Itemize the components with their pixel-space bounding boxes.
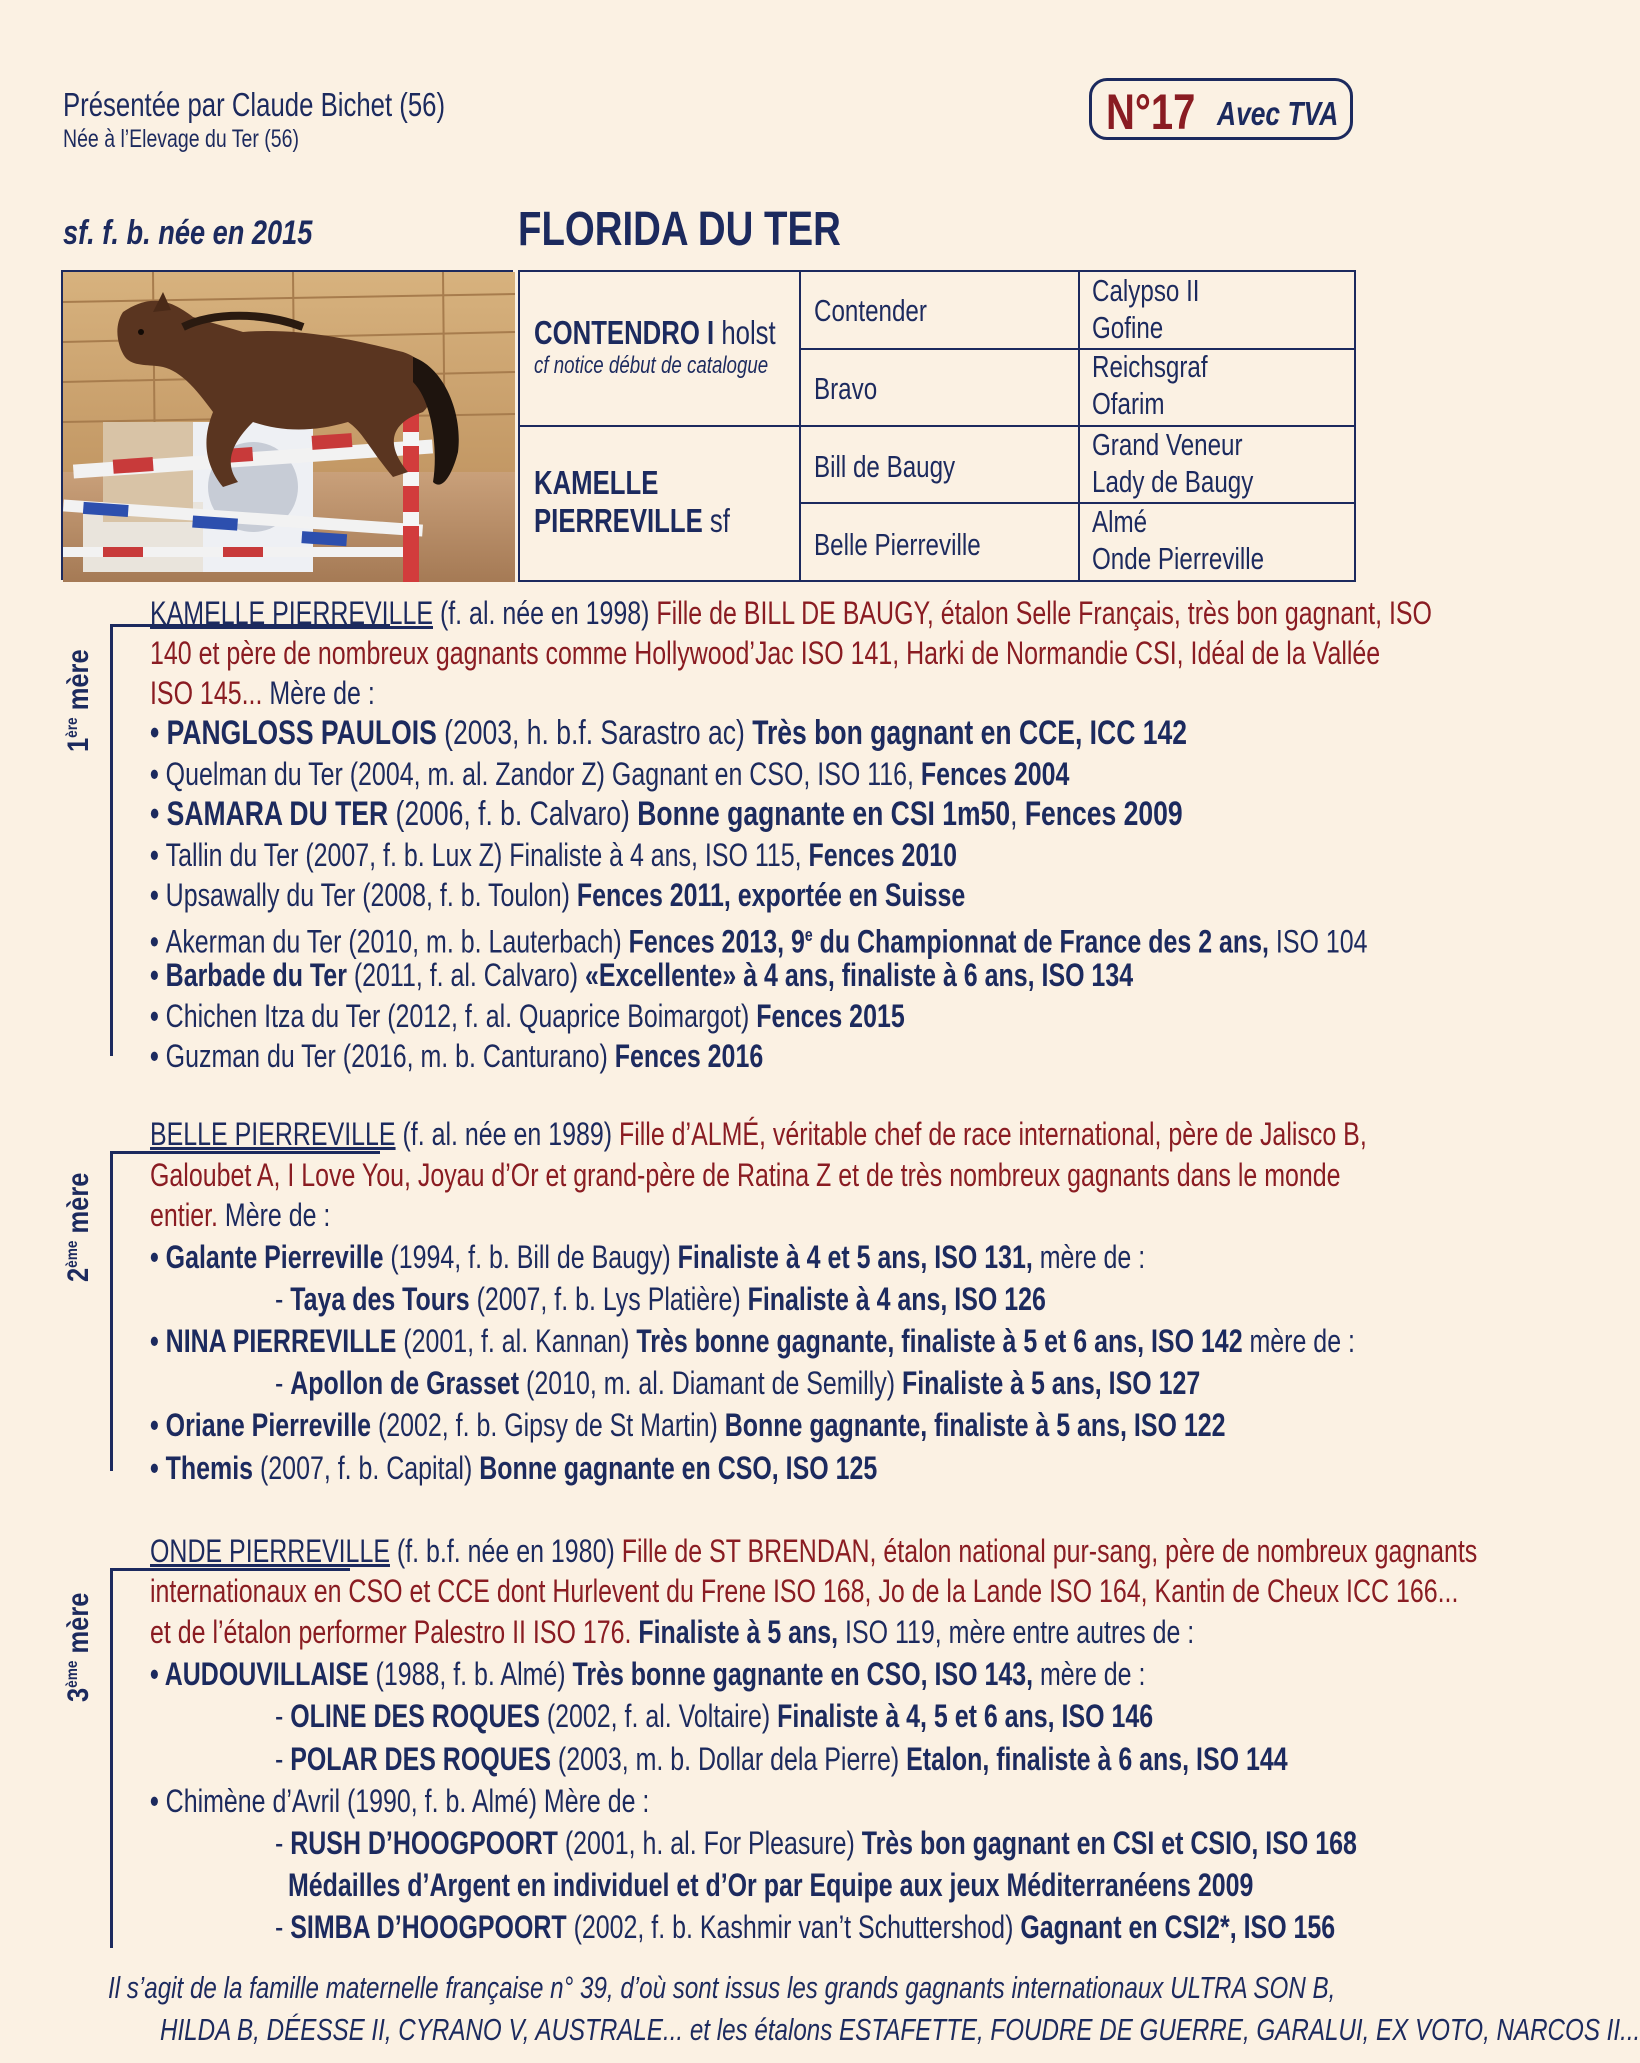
- list-subitem-continuation: Médailles d’Argent en individuel et d’Or par Equipe aux jeux Méditerranéens 2009: [288, 1867, 1254, 1903]
- pedigree-sd: Bravo: [814, 371, 878, 406]
- pedigree-dss: Grand Veneur: [1092, 427, 1243, 462]
- horse-name: FLORIDA DU TER: [518, 203, 841, 256]
- list-item: • SAMARA DU TER (2006, f. b. Calvaro) Bonne gagnante en CSI 1m50, Fences 2009: [150, 795, 1183, 833]
- list-item: • Chimène d’Avril (1990, f. b. Almé) Mère de :: [150, 1783, 650, 1819]
- dam-name-line1: KAMELLE: [534, 464, 659, 501]
- pedigree-sire: [534, 314, 844, 380]
- m1-line1: KAMELLE PIERREVILLE (f. al. née en 1998) Fille de BILL DE BAUGY, étalon Selle Français, très bon gagnant, ISO: [150, 595, 1432, 631]
- footer-family-line2: HILDA B, DÉESSE II, CYRANO V, AUSTRALE... et les étalons ESTAFETTE, FOUDRE DE GUERRE, GARALUI, EX VOTO, NARCOS II...: [160, 2012, 1640, 2047]
- mere-1-label: 1ère mère: [62, 649, 95, 752]
- lot-badge: [1089, 78, 1353, 140]
- dam-name-line2: PIERREVILLE: [534, 502, 703, 539]
- horse-jumping-photo-icon: [63, 272, 515, 582]
- m3-line3: et de l’étalon performer Palestro II ISO 176. Finaliste à 5 ans, ISO 119, mère entre autres de :: [150, 1614, 1195, 1650]
- list-item: • Chichen Itza du Ter (2012, f. al. Quaprice Boimargot) Fences 2015: [150, 998, 905, 1034]
- list-item: • Upsawally du Ter (2008, f. b. Toulon) Fences 2011, exportée en Suisse: [150, 877, 966, 913]
- sire-note: cf notice début de catalogue: [534, 352, 769, 379]
- pedigree-sss: Calypso II: [1092, 273, 1200, 308]
- pedigree-dam: [534, 464, 785, 540]
- list-subitem: - Apollon de Grasset (2010, m. al. Diamant de Semilly) Finaliste à 5 ans, ISO 127: [275, 1365, 1201, 1401]
- m3-line2: internationaux en CSO et CCE dont Hurlevent du Frene ISO 168, Jo de la Lande ISO 164, Kantin de Cheux ICC 166...: [150, 1573, 1459, 1609]
- pedigree-sdd: Ofarim: [1092, 386, 1165, 421]
- m2-line1: BELLE PIERREVILLE (f. al. née en 1989) Fille d’ALMÉ, véritable chef de race international, père de Jalisco B,: [150, 1116, 1367, 1152]
- list-item: • Oriane Pierreville (2002, f. b. Gipsy de St Martin) Bonne gagnante, finaliste à 5 ans, ISO 122: [150, 1407, 1226, 1443]
- pedigree-ddd: Onde Pierreville: [1092, 541, 1265, 576]
- m2-line2: Galoubet A, I Love You, Joyau d’Or et grand-père de Ratina Z et de très nombreux gagnants dans le monde: [150, 1157, 1341, 1193]
- dam-breed: sf: [702, 502, 730, 539]
- pedigree-dsd: Lady de Baugy: [1092, 464, 1254, 499]
- m3-line1: ONDE PIERREVILLE (f. b.f. née en 1980) Fille de ST BRENDAN, étalon national pur-sang, père de nombreux gagnants: [150, 1533, 1478, 1569]
- list-subitem: - OLINE DES ROQUES (2002, f. al. Voltaire) Finaliste à 4, 5 et 6 ans, ISO 146: [275, 1698, 1154, 1734]
- pedigree-sds: Reichsgraf: [1092, 349, 1208, 384]
- list-subitem: - Taya des Tours (2007, f. b. Lys Platière) Finaliste à 4 ans, ISO 126: [275, 1281, 1046, 1317]
- list-subitem: - POLAR DES ROQUES (2003, m. b. Dollar dela Pierre) Etalon, finaliste à 6 ans, ISO 144: [275, 1741, 1288, 1777]
- list-item: • Quelman du Ter (2004, m. al. Zandor Z) Gagnant en CSO, ISO 116, Fences 2004: [150, 756, 1070, 792]
- sire-breed: holst: [714, 314, 776, 351]
- list-item: • Themis (2007, f. b. Capital) Bonne gagnante en CSO, ISO 125: [150, 1450, 878, 1486]
- presenter-line: Présentée par Claude Bichet (56): [63, 86, 446, 123]
- pedigree-dds: Almé: [1092, 504, 1148, 539]
- list-item: • NINA PIERREVILLE (2001, f. al. Kannan) Très bonne gagnante, finaliste à 5 et 6 ans, ISO 142 mère de :: [150, 1323, 1355, 1359]
- pedigree-ss: Contender: [814, 293, 927, 328]
- m1-line2: 140 et père de nombreux gagnants comme Hollywood’Jac ISO 141, Harki de Normandie CSI, Idéal de la Vallée: [150, 635, 1381, 671]
- list-item: • Akerman du Ter (2010, m. b. Lauterbach) Fences 2013, 9e du Championnat de France des 2 ans, ISO 104: [150, 923, 1368, 960]
- sire-name: CONTENDRO I: [534, 314, 715, 351]
- list-item: • Galante Pierreville (1994, f. b. Bill de Baugy) Finaliste à 4 et 5 ans, ISO 131, mère de :: [150, 1239, 1146, 1275]
- pedigree-ds: Bill de Baugy: [814, 449, 956, 484]
- mere-3-label: 3ème mère: [62, 1592, 95, 1702]
- horse-photo: [61, 270, 513, 580]
- list-item: • Tallin du Ter (2007, f. b. Lux Z) Finaliste à 4 ans, ISO 115, Fences 2010: [150, 837, 957, 873]
- list-item: • AUDOUVILLAISE (1988, f. b. Almé) Très bonne gagnante en CSO, ISO 143, mère de :: [150, 1656, 1146, 1692]
- footer-family-line1: Il s’agit de la famille maternelle française n° 39, d’où sont issus les grands gagnants internationaux ULTRA SON B,: [108, 1970, 1336, 2005]
- pedigree-ssd: Gofine: [1092, 310, 1164, 345]
- breeder-line: Née à l’Elevage du Ter (56): [63, 125, 299, 153]
- lot-vat: Avec TVA: [1217, 95, 1339, 132]
- list-subitem: - RUSH D’HOOGPOORT (2001, h. al. For Pleasure) Très bon gagnant en CSI et CSIO, ISO 168: [275, 1825, 1357, 1861]
- mere-2-label: 2ème mère: [62, 1172, 95, 1282]
- list-subitem: - SIMBA D’HOOGPOORT (2002, f. b. Kashmir van’t Schuttershod) Gagnant en CSI2*, ISO 156: [275, 1909, 1336, 1945]
- m2-line3: entier. Mère de :: [150, 1197, 331, 1233]
- list-item: • Guzman du Ter (2016, m. b. Canturano) Fences 2016: [150, 1038, 764, 1074]
- lot-number: N°17: [1106, 84, 1196, 140]
- horse-description: sf. f. b. née en 2015: [63, 214, 313, 252]
- pedigree-dd: Belle Pierreville: [814, 527, 981, 562]
- pedigree-table: [518, 270, 1356, 582]
- list-item: • PANGLOSS PAULOIS (2003, h. b.f. Sarastro ac) Très bon gagnant en CCE, ICC 142: [150, 714, 1187, 752]
- list-item: • Barbade du Ter (2011, f. al. Calvaro) «Excellente» à 4 ans, finaliste à 6 ans, ISO 134: [150, 957, 1134, 993]
- m1-line3: ISO 145... Mère de :: [150, 675, 375, 711]
